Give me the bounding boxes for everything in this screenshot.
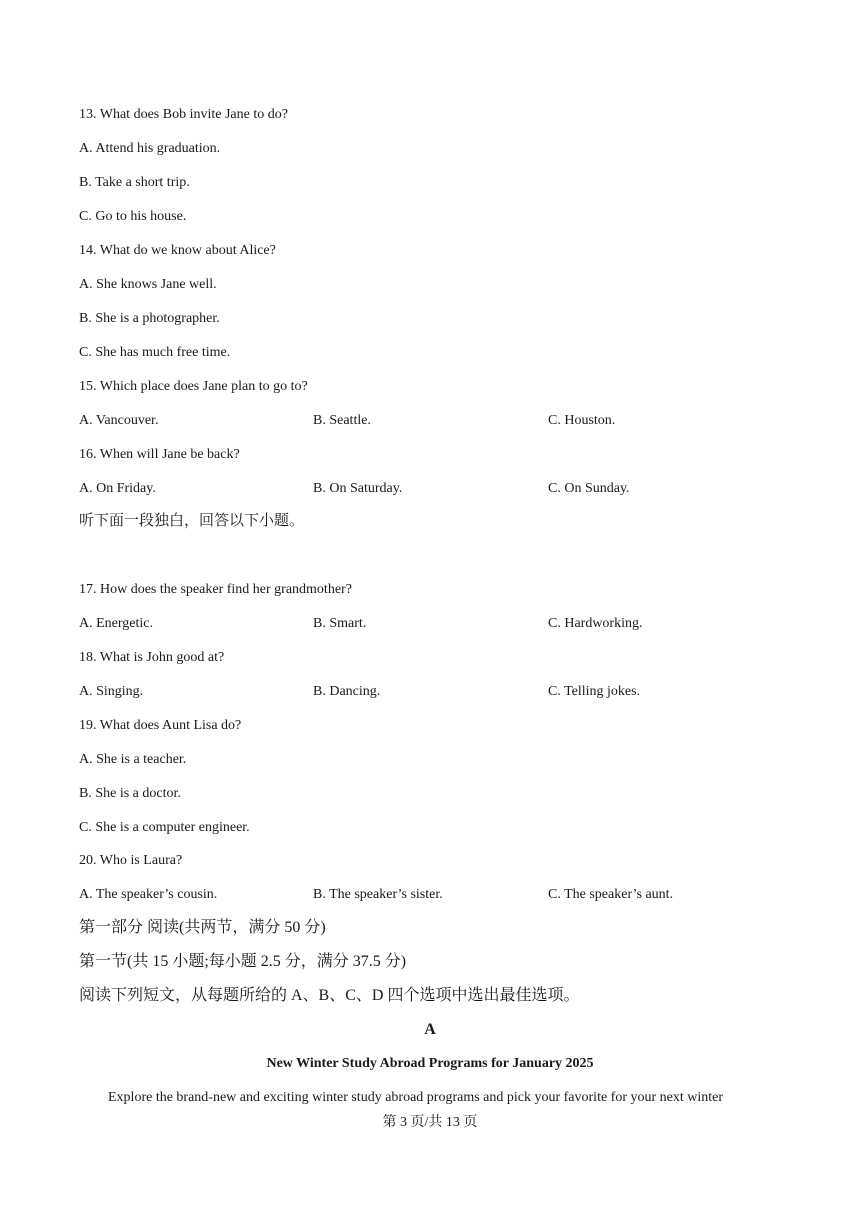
option-c: C. On Sunday. [548, 481, 630, 496]
option-a: A. Vancouver. [79, 413, 159, 428]
option-a: A. Energetic. [79, 616, 153, 631]
option-a: A. On Friday. [79, 481, 156, 496]
option-c: C. Go to his house. [79, 209, 187, 224]
option-c: C. The speaker’s aunt. [548, 887, 674, 902]
passage-text: Explore the brand-new and exciting winter study abroad programs and pick your favorite for your next winter [108, 1090, 724, 1105]
option-b: B. On Saturday. [313, 481, 403, 496]
option-b: B. Dancing. [313, 684, 381, 699]
passage-title: New Winter Study Abroad Programs for January 2025 [266, 1056, 594, 1071]
question-stem: 17. How does the speaker find her grandmother? [79, 582, 352, 597]
option-c: C. Houston. [548, 413, 616, 428]
option-c: C. She is a computer engineer. [79, 820, 250, 835]
passage-letter: A [424, 1021, 436, 1038]
question-stem: 16. When will Jane be back? [79, 447, 240, 462]
question-stem: 20. Who is Laura? [79, 853, 183, 868]
option-b: B. Take a short trip. [79, 175, 190, 190]
option-a: A. She knows Jane well. [79, 277, 217, 292]
part-heading: 第一部分 阅读(共两节，满分 50 分) [79, 919, 326, 936]
section-heading: 第一节(共 15 小题;每小题 2.5 分，满分 37.5 分) [79, 953, 407, 970]
question-stem: 13. What does Bob invite Jane to do? [79, 107, 288, 122]
option-b: B. She is a doctor. [79, 786, 181, 801]
option-b: B. The speaker’s sister. [313, 887, 443, 902]
option-a: A. Singing. [79, 684, 144, 699]
option-c: C. She has much free time. [79, 345, 231, 360]
question-stem: 18. What is John good at? [79, 650, 225, 665]
option-b: B. Smart. [313, 616, 367, 631]
option-c: C. Telling jokes. [548, 684, 641, 699]
question-stem: 19. What does Aunt Lisa do? [79, 718, 242, 733]
option-b: B. Seattle. [313, 413, 371, 428]
reading-instruction: 阅读下列短文，从每题所给的 A、B、C、D 四个选项中选出最佳选项。 [79, 987, 580, 1004]
option-a: A. Attend his graduation. [79, 141, 221, 156]
question-stem: 15. Which place does Jane plan to go to? [79, 379, 308, 394]
option-b: B. She is a photographer. [79, 311, 220, 326]
question-stem: 14. What do we know about Alice? [79, 243, 276, 258]
option-a: A. She is a teacher. [79, 752, 187, 767]
page-footer: 第 3 页/共 13 页 [382, 1115, 478, 1130]
option-c: C. Hardworking. [548, 616, 643, 631]
monologue-instruction: 听下面一段独白，回答以下小题。 [79, 513, 305, 529]
option-a: A. The speaker’s cousin. [79, 887, 218, 902]
